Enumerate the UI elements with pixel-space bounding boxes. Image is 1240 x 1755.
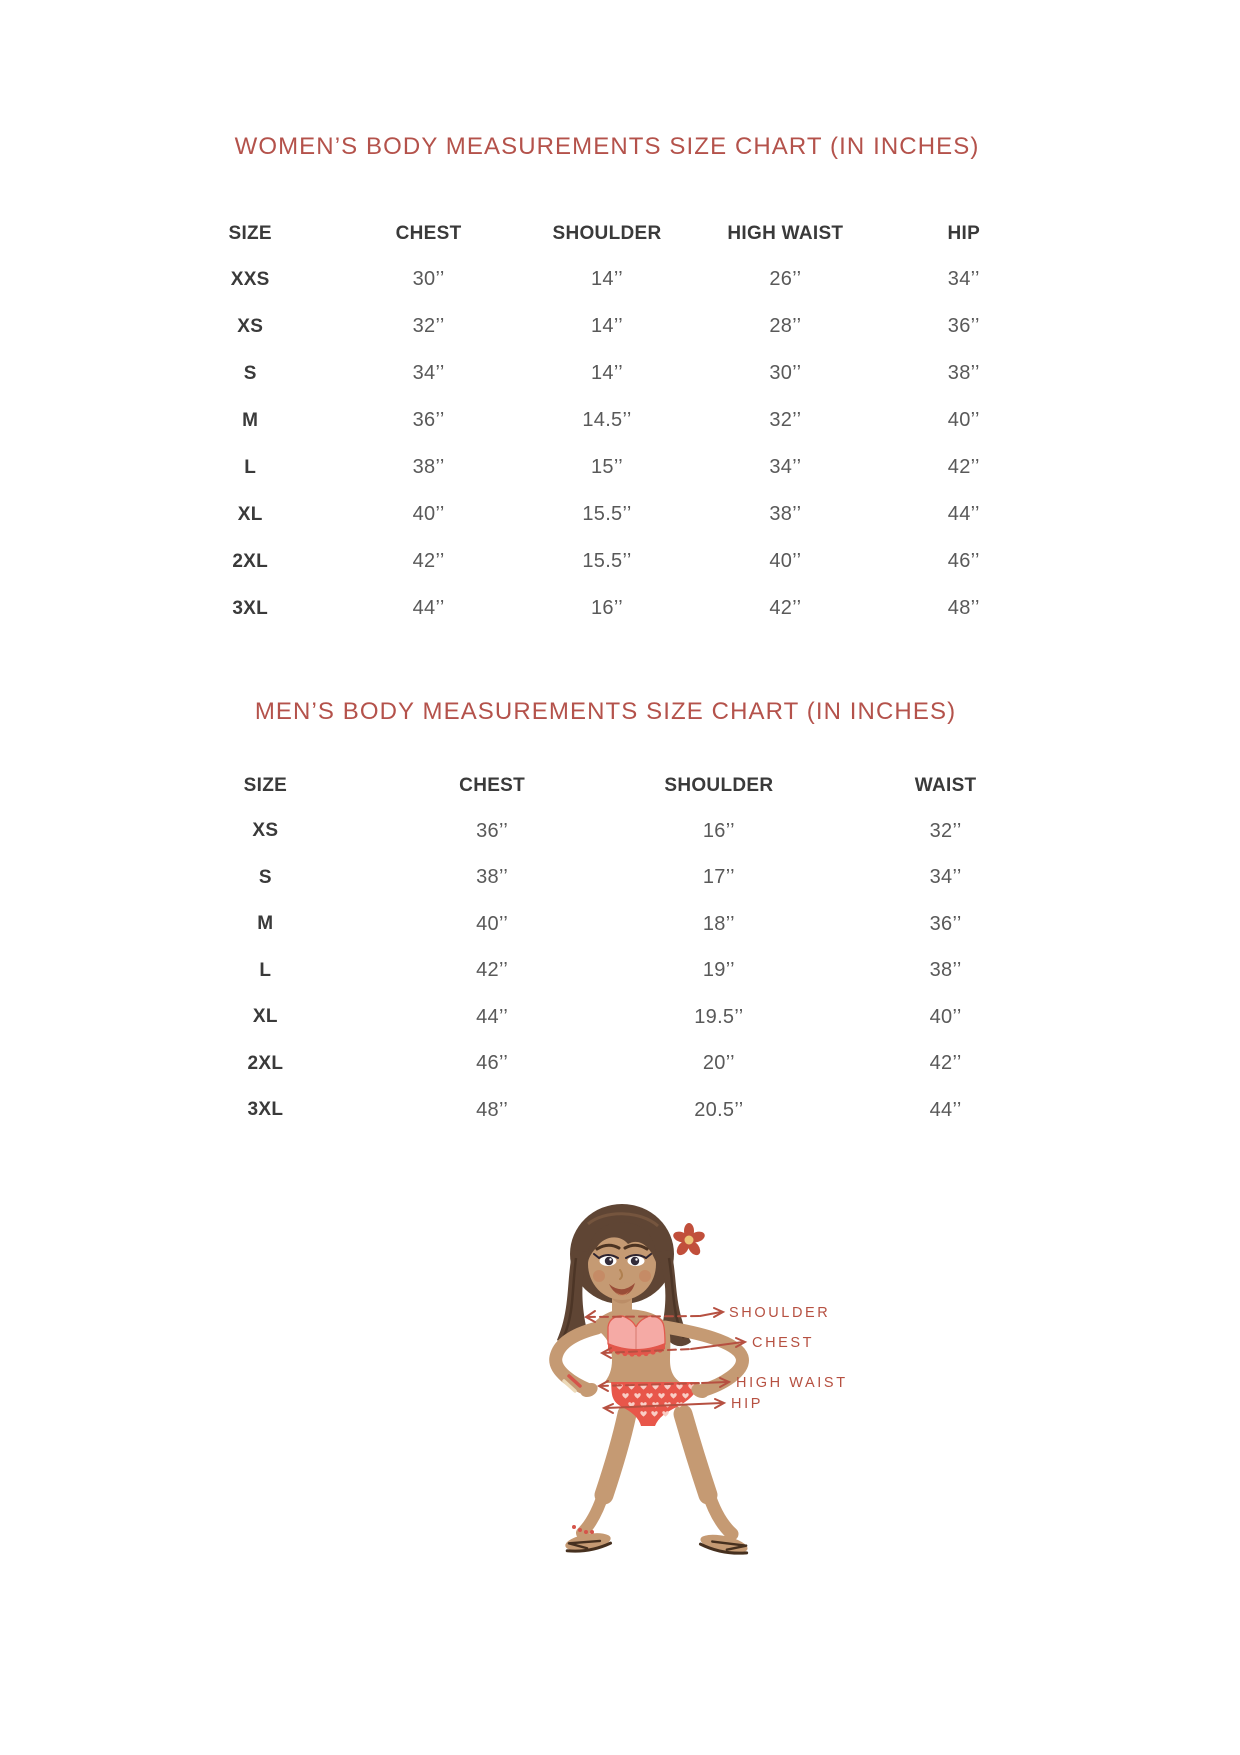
column-header: HIGH WAIST [727,223,844,244]
value-cell: 42’’ [929,1052,962,1075]
value-cell: 18’’ [702,912,735,935]
value-cell: 48’’ [476,1098,509,1121]
value-cell: 42’’ [476,959,509,982]
column-header: SHOULDER [664,775,774,796]
table-row [152,948,1059,995]
column-header: SIZE [243,775,288,796]
value-cell: 14’’ [590,362,623,384]
header-row [161,212,1053,256]
value-cell: 15’’ [590,456,623,478]
hip-label: HIP [731,1396,763,1412]
table-row [152,901,1059,948]
value-cell: 40’’ [929,1005,962,1028]
table-row [161,350,1053,397]
value-cell: 14’’ [590,315,623,337]
table-row [161,491,1053,538]
value-cell: 15.5’’ [582,503,632,525]
size-cell: M [257,913,274,935]
value-cell: 46’’ [476,1052,509,1075]
value-cell: 48’’ [947,597,980,619]
table-row [152,808,1059,855]
value-cell: 42’’ [769,597,802,619]
value-cell: 44’’ [412,597,445,619]
figure-woman [556,1204,749,1557]
value-cell: 38’’ [412,456,445,478]
high-waist-label: HIGH WAIST [736,1375,848,1391]
value-cell: 42’’ [947,456,980,478]
value-cell: 14’’ [590,268,623,290]
table-row [161,256,1053,303]
size-cell: S [243,362,257,384]
value-cell: 32’’ [412,315,445,337]
value-cell: 17’’ [702,866,735,889]
table-row [161,585,1053,632]
value-cell: 15.5’’ [582,550,632,572]
column-header: CHEST [459,775,526,796]
size-cell: 2XL [247,1052,284,1074]
shoulder-label: SHOULDER [729,1305,831,1321]
value-cell: 46’’ [947,550,980,572]
value-cell: 36’’ [929,912,962,935]
value-cell: 14.5’’ [582,409,632,431]
table-row [161,538,1053,585]
value-cell: 36’’ [476,819,509,842]
body-measurement-figure [470,1180,1030,1600]
table-row [152,1087,1059,1134]
mens-size-chart-section [152,697,1059,1134]
value-cell: 40’’ [947,409,980,431]
size-cell: XS [252,820,279,842]
value-cell: 36’’ [947,315,980,337]
womens-size-chart-section [161,132,1053,632]
table-row [152,855,1059,902]
size-cell: M [242,409,259,431]
measurement-guide-illustration [470,1180,1030,1600]
value-cell: 32’’ [769,409,802,431]
value-cell: 19’’ [702,959,735,982]
value-cell: 19.5’’ [694,1005,744,1028]
left-blush [593,1270,605,1282]
size-cell: XXS [230,268,270,290]
value-cell: 26’’ [769,268,802,290]
mens-size-table [152,764,1059,1134]
column-header: WAIST [914,775,977,796]
value-cell: 16’’ [590,597,623,619]
value-cell: 38’’ [476,866,509,889]
table-row [161,303,1053,350]
size-cell: S [258,866,272,888]
value-cell: 38’’ [929,959,962,982]
column-header: SIZE [228,223,272,244]
value-cell: 30’’ [769,362,802,384]
hair-flower [672,1223,706,1257]
value-cell: 32’’ [929,819,962,842]
value-cell: 44’’ [929,1098,962,1121]
value-cell: 44’’ [947,503,980,525]
value-cell: 42’’ [412,550,445,572]
figure-legs [582,1414,732,1534]
value-cell: 20’’ [702,1052,735,1075]
value-cell: 34’’ [769,456,802,478]
mens-chart-title: MEN’S BODY MEASUREMENTS SIZE CHART (IN INCHES) [254,698,957,725]
value-cell: 16’’ [702,819,735,842]
value-cell: 38’’ [769,503,802,525]
size-cell: L [244,456,257,478]
header-row [152,764,1059,808]
column-header: CHEST [395,223,462,244]
right-blush [639,1270,651,1282]
chest-label: CHEST [752,1335,815,1351]
size-cell: 2XL [232,550,269,572]
table-row [161,397,1053,444]
column-header: HIP [947,223,981,244]
column-header: SHOULDER [552,223,662,244]
value-cell: 30’’ [412,268,445,290]
value-cell: 38’’ [947,362,980,384]
table-row [152,1041,1059,1088]
value-cell: 40’’ [412,503,445,525]
value-cell: 40’’ [476,912,509,935]
value-cell: 44’’ [476,1005,509,1028]
table-row [152,994,1059,1041]
womens-chart-title: WOMEN’S BODY MEASUREMENTS SIZE CHART (IN INCHES) [234,133,980,160]
size-cell: 3XL [232,597,269,619]
size-cell: XL [237,503,263,525]
womens-size-table [161,212,1053,632]
value-cell: 34’’ [929,866,962,889]
size-cell: XL [252,1006,278,1028]
figure-face [588,1222,656,1300]
size-cell: XS [237,315,264,337]
value-cell: 20.5’’ [694,1098,744,1121]
size-cell: 3XL [247,1099,284,1121]
value-cell: 36’’ [412,409,445,431]
value-cell: 34’’ [947,268,980,290]
table-row [161,444,1053,491]
size-cell: L [259,959,272,981]
value-cell: 40’’ [769,550,802,572]
value-cell: 28’’ [769,315,802,337]
value-cell: 34’’ [412,362,445,384]
